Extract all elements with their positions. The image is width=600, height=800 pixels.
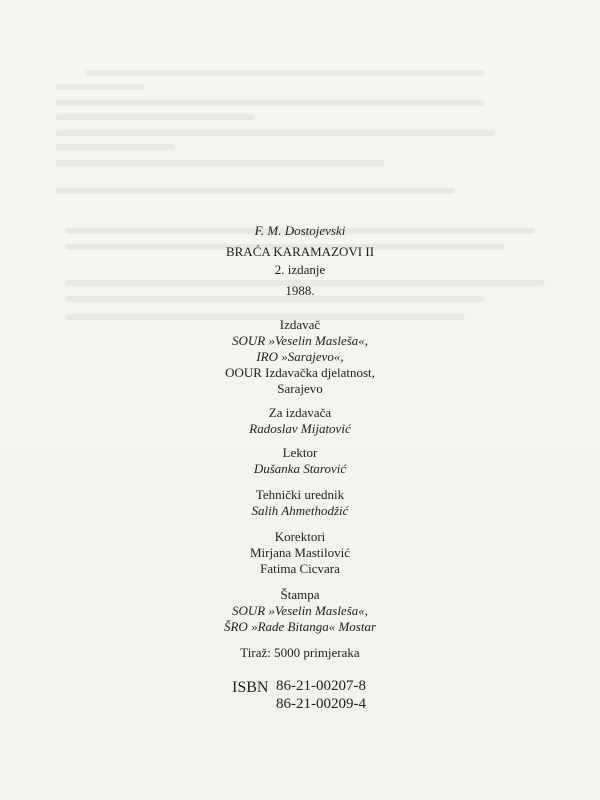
isbn-label: ISBN xyxy=(232,679,269,696)
publisher-line: IRO »Sarajevo«, xyxy=(256,349,344,364)
printing-label: Štampa xyxy=(280,587,320,602)
corrector-name: Mirjana Mastilović xyxy=(249,545,350,560)
proofreader-name: Dušanka Starović xyxy=(253,461,347,476)
technical-editor-label: Tehnički urednik xyxy=(255,487,345,502)
proofreader-label: Lektor xyxy=(282,445,318,460)
printing-line: ŠRO »Rade Bitanga« Mostar xyxy=(223,619,376,634)
isbn-number: 86-21-00209-4 xyxy=(276,696,366,712)
year: 1988. xyxy=(285,283,315,298)
edition: 2. izdanje xyxy=(274,262,326,277)
publisher-label: Izdavač xyxy=(279,317,321,332)
for-publisher-label: Za izdavača xyxy=(268,405,332,420)
for-publisher-name: Radoslav Mijatović xyxy=(249,421,351,436)
correctors-label: Korektori xyxy=(274,529,326,544)
book-title: BRAĆA KARAMAZOVI II xyxy=(225,244,375,259)
author: F. M. Dostojevski xyxy=(254,223,346,238)
corrector-name: Fatima Cicvara xyxy=(260,561,340,576)
publisher-line: SOUR »Veselin Masleša«, xyxy=(231,333,369,348)
print-run: Tiraž: 5000 primjeraka xyxy=(240,645,360,660)
isbn-number: 86-21-00207-8 xyxy=(276,678,366,694)
technical-editor-name: Salih Ahmethodžić xyxy=(251,503,349,518)
publisher-line: OOUR Izdavačka djelatnost, xyxy=(225,365,375,380)
publisher-line: Sarajevo xyxy=(277,381,323,396)
printing-line: SOUR »Veselin Masleša«, xyxy=(231,603,369,618)
